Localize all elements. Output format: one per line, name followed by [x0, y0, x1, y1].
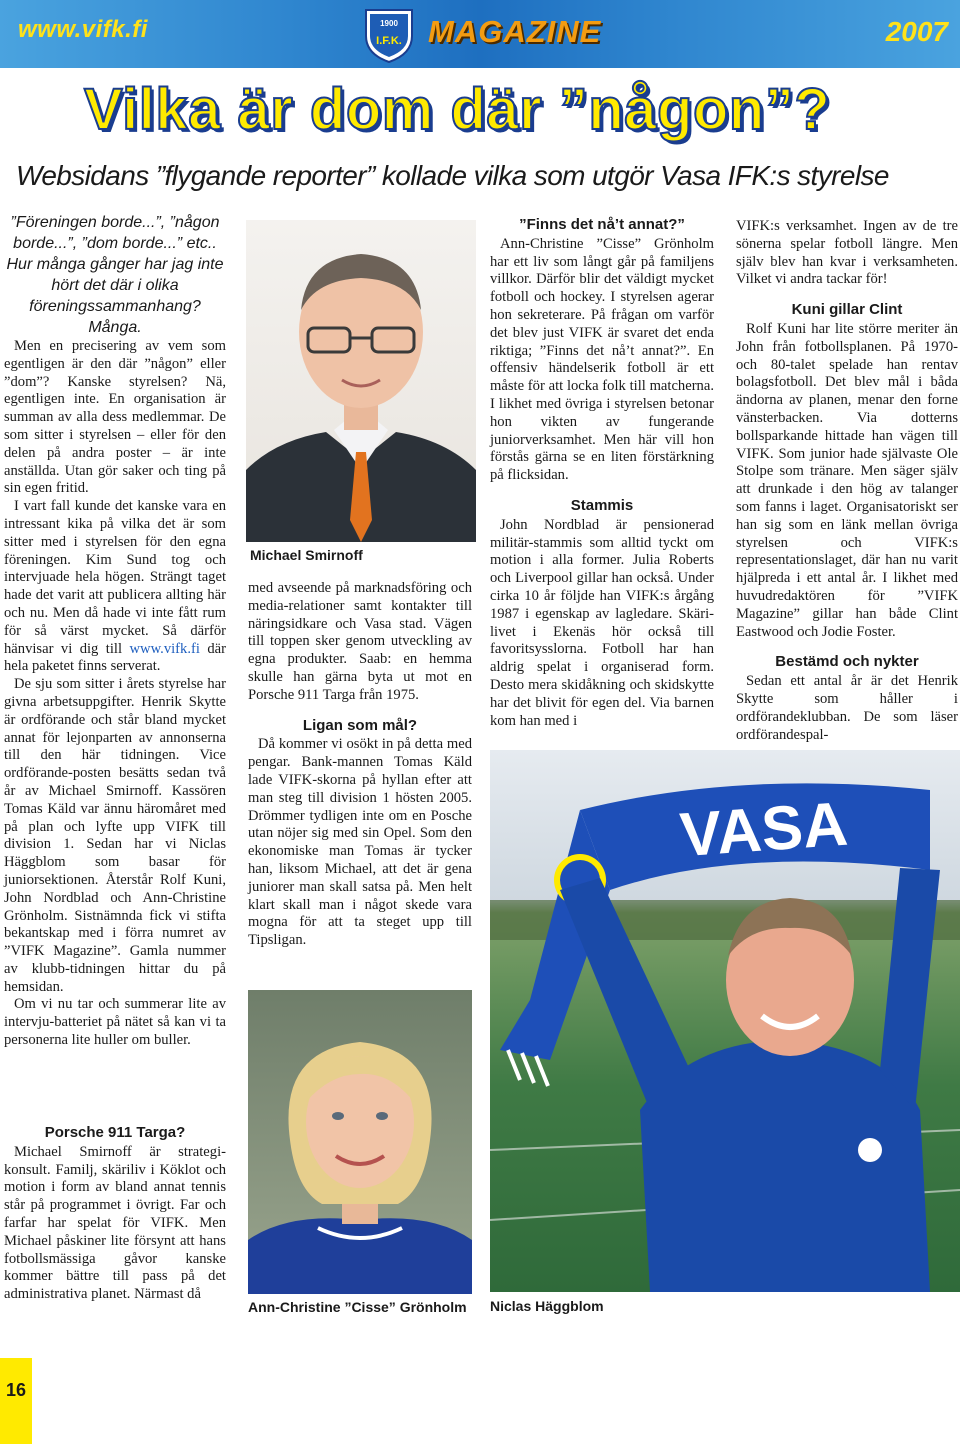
body-paragraph: Men en precisering av vem som egentligen är den där ”någon” eller ”dom”? Kanske styrelsen? Nä, egentligen inte. En organisation är summan av alla dess medlemmar. De som sitter i styrelsen – eller för den delen på andra poster – är inte anställda. Utan gör saker och ting på sin egen fritid. [4, 338, 226, 497]
page-headline: Vilka är dom där ”någon”? [84, 77, 831, 142]
article-column-1 [4, 212, 226, 1050]
subheading-finns: ”Finns det nå’t annat?” [519, 216, 685, 233]
magazine-wordmark: MAGAZINE [428, 14, 602, 49]
photo-niclas-haggblom [490, 750, 960, 1292]
body-paragraph: Ann-Christine ”Cisse” Grönholm har ett liv som långt går på familjens villkor. Därför blir det väldigt mycket fotboll och hockey. I styrelsen agerar hon sekreterare. På frågan om varför det blev just VIFK är svaret det enda riktiga; ”Finns det nå’t annat?”. En offensiv händelserik fotboll är ett måste för att locka folk till matcherna. I likhet med övriga i styrelsen betonar hon vikten av fungerande juniorverksamhet. Men här vill hon förstås gärna se en liten förstärkning på flicksidan. [490, 235, 714, 484]
body-paragraph: VIFK:s verksamhet. Ingen av de tre sönerna spelar fotboll längre. Men själv blev han kvar i verksamheten. Vilket vi andra tackar för! [736, 218, 958, 288]
club-crest-icon [362, 6, 416, 64]
body-paragraph: De sju som sitter i årets styrelse har givna arbetsuppgifter. Henrik Skytte är ordförande och står bland mycket annat för lejonparten av annonserna till den här tidningen. Vice ordförande-posten besätts sedan två år av Michael Smirnoff. Kassören Tomas Käld var ännu häromåret med på plan och lyfte upp VIFK till division 1. Sedan har vi Niclas Häggblom som basar för juniorsektionen. Återstår Rolf Kuni, John Nordblad och Ann-Christine Grönholm. Sistnämnda fick vi stifta bekantskap med i förra numret av ”VIFK Magazine”. Gamla nummer av klubb-tidningen hittar du på hemsidan. [4, 676, 226, 995]
article-column-3 [490, 216, 714, 730]
caption-niclas: Niclas Häggblom [490, 1298, 604, 1314]
body-paragraph: John Nordblad är pensionerad militär-stammis som alltid tyckt om motion i alla former. Julia Roberts och Liverpool gillar han också. Under cirka 10 år följde han VIFK:s årgång 1987 i egenskap av lagledare. Skäri-livet i Ekenäs hör också till favoritsysslorna. Fotboll har han aldrig spelat i organiserad form. Desto mera skidåkning och skidskytte har det blivit för egen del. Via barnen kom han med i [490, 516, 714, 729]
page-number-tab [0, 1358, 32, 1444]
article-column-1-lower [4, 1124, 226, 1304]
caption-ann-christine: Ann-Christine ”Cisse” Grönholm [248, 1299, 467, 1315]
site-link[interactable]: www.vifk.fi [129, 640, 200, 657]
photo-michael-smirnoff [246, 220, 476, 542]
article-column-4 [736, 218, 958, 744]
body-paragraph: Rolf Kuni har lite större meriter än John från fotbollsplanen. På 1970- och 80-talet spelade han rentav bolagsfotboll. Det blev mål i båda ändorna av planen, menar den forne vänsterbacken. Via dotterns bollsparkande hittade han vägen till VIFK. Som junior hade självaste Ole Stolpe som tränare. Men säger själv att drunkade i den hög av talanger som fanns i laget. Organisatoriskt ser han sig som en länk mellan övriga styrelsen och VIFK:s representationslaget, där han nu varit hjälpreda i ett antal år. I likhet med huvudredaktören för ”VIFK Magazine” gillar han både Clint Eastwood och Jodie Foster. [736, 320, 958, 640]
body-paragraph: I vart fall kunde det kanske vara en intressant kika på vilka det är som sitter med i styrelsen för den egna föreningen. Kim Sund tog och intervjuade hela högen. Strängt taget hade det varit att publicera allting här och nu. Men då hade vi inte fått rum för så värst mycket. Så därför hänvisar vi dig till www.vifk.fi där hela paketet finns serverat. [4, 498, 226, 675]
body-paragraph: Då kommer vi osökt in på detta med pengar. Bank-mannen Tomas Käld lade VIFK-skorna på hyllan efter att man steg till division 1 hösten 2005. Drömmer tydligen inte om en Posche utan nöjer sig med sin Opel. Som den ekonomiske man Tomas är tycker han, liksom Michael, att det är gena juniorer man skall satsa på. Men helt klart skall man i något skede vara mogna för att ta steget upp till Tipsligan. [248, 736, 472, 949]
subheading-porsche: Porsche 911 Targa? [44, 1124, 186, 1141]
site-url[interactable]: www.vifk.fi [18, 16, 148, 43]
body-paragraph: Om vi nu tar och summerar lite av intervju-batteriet på nätet så kan vi ta personerna lite huller om buller. [4, 996, 226, 1049]
subheading-bestamd: Bestämd och nykter [775, 653, 919, 671]
lead-paragraph: ”Föreningen borde...”, ”någon borde...”, ”dom borde...” etc.. Hur många gånger har jag inte hört det där i olika föreningssammanhang? Många. [6, 214, 224, 336]
subheading-ligan: Ligan som mål? [302, 716, 418, 734]
body-paragraph: Michael Smirnoff är strategi-konsult. Familj, skäriliv i Köklot och motion i form av bland annat tennis står på programmet i övrigt. Far och farfar har spelat för VIFK. Men Michael påskiner lite försynt att hans fotbollsmässiga gåvor kanske kommer bättre till pass på det administrativa planet. Närmast då [4, 1143, 226, 1303]
caption-michael: Michael Smirnoff [250, 547, 363, 563]
subheading-kuni: Kuni gillar Clint [791, 301, 903, 319]
body-paragraph: med avseende på marknadsföring och media-relationer samt kontakter till näringsidkare och Vasa stad. Vägen till toppen sker genom utveckling av egna produkter. Saab: en hemma skulle han gärna byta ut mot en Porsche 911 Targa från 1975. [248, 580, 472, 703]
crest-text: I.F.K. [376, 35, 402, 47]
issue-year: 2007 [885, 16, 948, 47]
article-column-2 [248, 580, 472, 950]
page-subheadline: Websidans ”flygande reporter” kollade vilka som utgör Vasa IFK:s styrelse [16, 160, 889, 191]
photo-ann-christine [248, 990, 472, 1294]
scarf-text: VASA [677, 789, 850, 871]
subheading-stammis: Stammis [570, 496, 634, 514]
body-paragraph: Sedan ett antal år är det Henrik Skytte som håller i ordförandeklubban. De som läser ordförandespal- [736, 673, 958, 743]
top-banner [0, 0, 960, 68]
page-number: 16 [6, 1380, 27, 1400]
crest-year: 1900 [380, 19, 398, 28]
